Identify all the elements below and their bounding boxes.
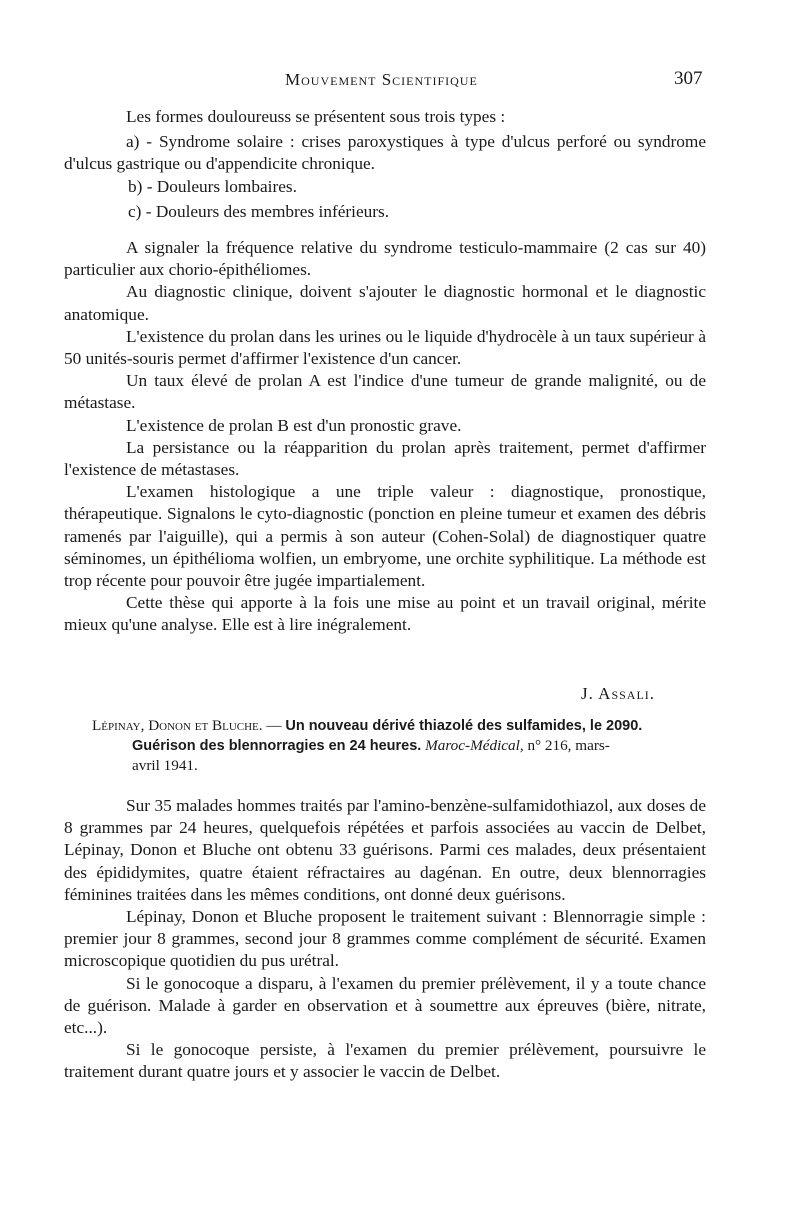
reference-issue: n° 216, mars- <box>527 737 610 754</box>
paragraph: Au diagnostic clinique, doivent s'ajouter le diagnostic hormonal et le diagnostic anatomique. <box>64 282 706 324</box>
reference-journal: Maroc-Médical, <box>425 737 524 754</box>
reference-title-line-2: Guérison des blennorragies en 24 heures. <box>132 738 422 754</box>
paragraph: A signaler la fréquence relative du syndrome testiculo-mammaire (2 cas sur 40) particulier aux chorio-épithéliomes. <box>64 238 706 280</box>
paragraph: Cette thèse qui apporte à la fois une mise au point et un travail original, mérite mieux qu'une analyse. Elle est à lire inégralement. <box>64 593 706 635</box>
paragraph: L'examen histologique a une triple valeur : diagnostique, pronostique, thérapeutique. Signalons le cyto-diagnostic (ponction en pleine tumeur et examen des débris ramenés par l'aiguille), qui a permis à son auteur (Cohen-Solal) de diagnostiquer quatre séminomes, un épithélioma wolfien, un embryome, une orchite syphilitique. La méthode est trop récente pour pouvoir être jugée impartialement. <box>64 482 706 591</box>
paragraph: Un taux élevé de prolan A est l'indice d'une tumeur de grande malignité, ou de métastase. <box>64 371 706 413</box>
review-2-reference <box>92 716 706 775</box>
paragraph: Si le gonocoque persiste, à l'examen du premier prélèvement, poursuivre le traitement durant quatre jours et y associer le vaccin de Delbet. <box>64 1040 706 1082</box>
review-1-body <box>64 106 706 637</box>
review-1-intro: Les formes douloureuss se présentent sous trois types : <box>126 107 506 126</box>
page-number: 307 <box>674 68 703 89</box>
paragraph: Sur 35 malades hommes traités par l'amino-benzène-sulfamidothiazol, aux doses de 8 grammes par 24 heures, quelquefois répétées et parfois associées au vaccin de Delbet, Lépinay, Donon et Bluche ont obtenu 33 guérisons. Parmi ces malades, deux présentaient des épididymites, quatre étaient réfractaires au dagénan. En outre, deux blennorragies féminines traitées dans les mêmes conditions, ont donné deux guérisons. <box>64 796 706 904</box>
reference-title-line-1: Un nouveau dérivé thiazolé des sulfamides, le 2090. <box>285 718 643 734</box>
reference-authors: Lépinay, Donon et Bluche. <box>92 717 263 734</box>
reference-date: avril 1941. <box>132 757 198 774</box>
paragraph: Lépinay, Donon et Bluche proposent le traitement suivant : Blennorragie simple : premier jour 8 grammes, second jour 8 grammes comme complément de sécurité. Examen microscopique quotidien du pus urétral. <box>64 907 706 971</box>
paragraph: Si le gonocoque a disparu, à l'examen du premier prélèvement, il y a toute chance de guérison. Malade à garder en observation et à soumettre aux épreuves (bière, nitrate, etc...). <box>64 973 706 1038</box>
paragraph: La persistance ou la réapparition du prolan après traitement, permet d'affirmer l'existence de métastases. <box>64 437 706 480</box>
paragraph: L'existence de prolan B est d'un pronostic grave. <box>126 415 462 435</box>
signature: J. Assali. <box>581 684 656 703</box>
reference-dash: — <box>266 717 282 734</box>
running-title: Mouvement Scientifique <box>285 70 478 89</box>
review-2-body <box>64 795 706 1084</box>
paragraph: L'existence du prolan dans les urines ou le liquide d'hydrocèle à un taux supérieur à 50 unités-souris permet d'affirmer l'existence d'un cancer. <box>64 326 706 369</box>
type-a: a) - Syndrome solaire : crises paroxystiques à type d'ulcus perforé ou syndrome d'ulcus gastrique ou d'appendicite chronique. <box>64 132 706 174</box>
type-c: c) - Douleurs des membres inférieurs. <box>128 201 390 221</box>
type-b: b) - Douleurs lombaires. <box>128 176 297 196</box>
